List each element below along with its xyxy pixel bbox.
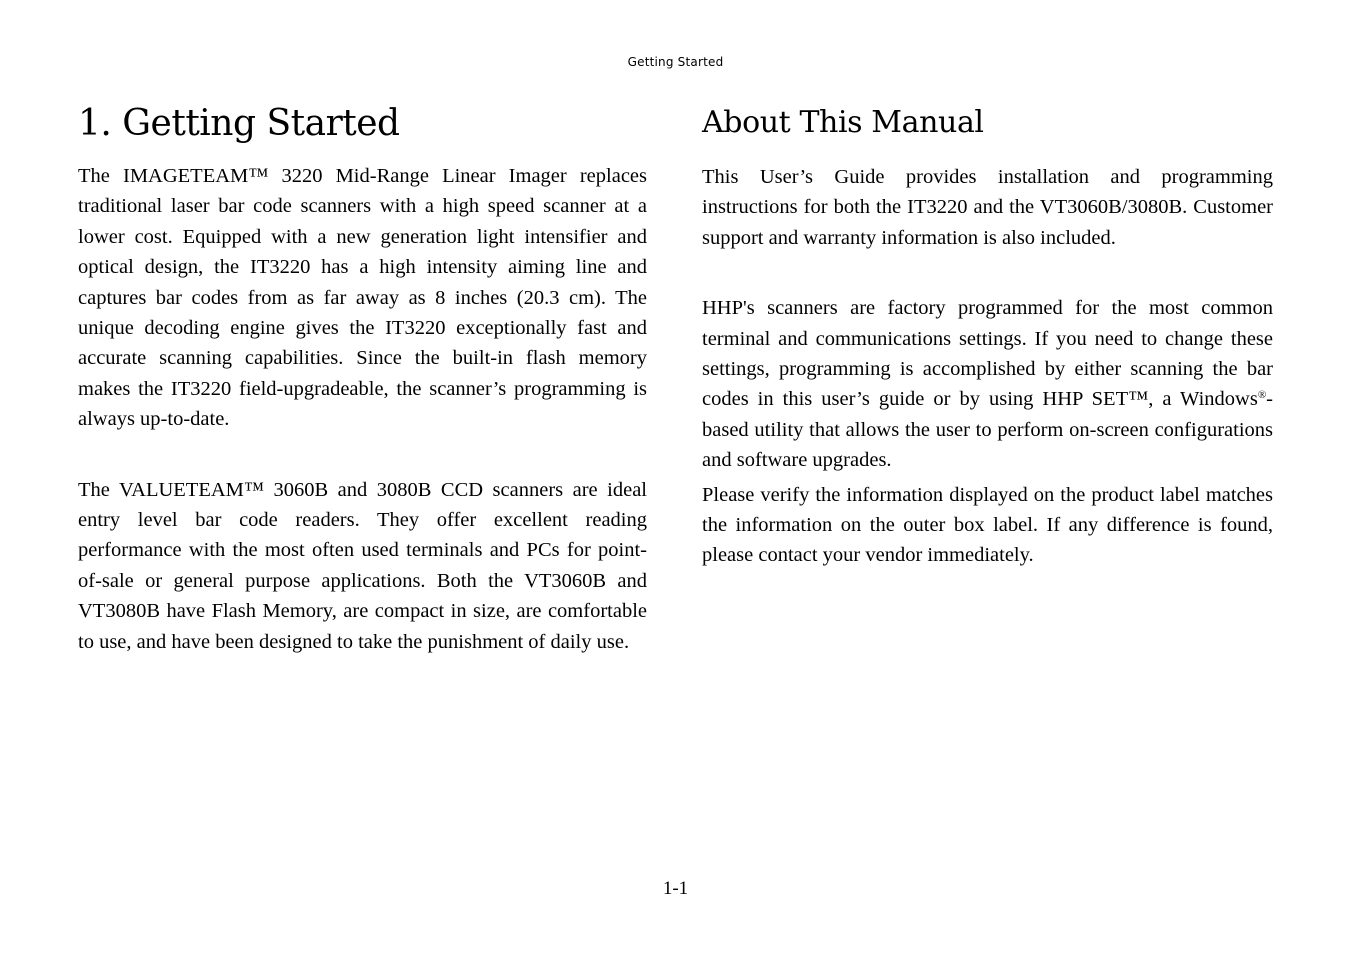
factory-settings-text-start: HHP's scanners are factory programmed for the most common terminal and communications settings. If you need to change these settings, programming is accomplished by either scanning the bar codes in this user’s guide or by using HHP SET™, a Windows — [702, 297, 1273, 411]
valueteam-paragraph: The VALUETEAM™ 3060B and 3080B CCD scanners are ideal entry level bar code readers. They offer excellent reading performance with the most often used terminals and PCs for point-of-sale or general purpose applications. Both the VT3060B and VT3080B have Flash Memory, are compact in size, are comfortable to use, and have been designed to take the punishment of daily use. — [78, 478, 647, 653]
factory-settings-text-end: -based utility that allows the user to perform on-screen configurations and software upgrades. — [702, 388, 1273, 472]
imageteam-paragraph: The IMAGETEAM™ 3220 Mid-Range Linear Imager replaces traditional laser bar code scanners with a high speed scanner at a lower cost. Equipped with a new generation light intensifier and optical design, the IT3220 has a high intensity aiming line and captures bar codes from as far away as 8 inches (20.3 cm). The unique decoding engine gives the IT3220 exceptionally fast and accurate scanning capabilities. Since the built-in flash memory makes the IT3220 field-upgradeable, the scanner’s programming is always up-to-date. — [78, 165, 647, 431]
page-number: 1-1 — [662, 878, 689, 899]
manual-scope-paragraph: This User’s Guide provides installation and programming instructions for both the IT3220 and the VT3060B/3080B. Customer support and warranty information is also included. — [702, 166, 1273, 249]
registered-trademark-mark: ® — [1257, 389, 1267, 402]
right-column — [702, 100, 1273, 571]
left-column — [78, 100, 647, 657]
verify-label-paragraph: Please verify the information displayed on the product label matches the information on the outer box label. If any difference is found, please contact your vendor immediately. — [702, 483, 1273, 567]
factory-settings-paragraph — [702, 293, 1273, 475]
section-title: About This Manual — [702, 105, 984, 140]
chapter-title: 1. Getting Started — [78, 103, 400, 144]
running-header: Getting Started — [627, 55, 724, 69]
